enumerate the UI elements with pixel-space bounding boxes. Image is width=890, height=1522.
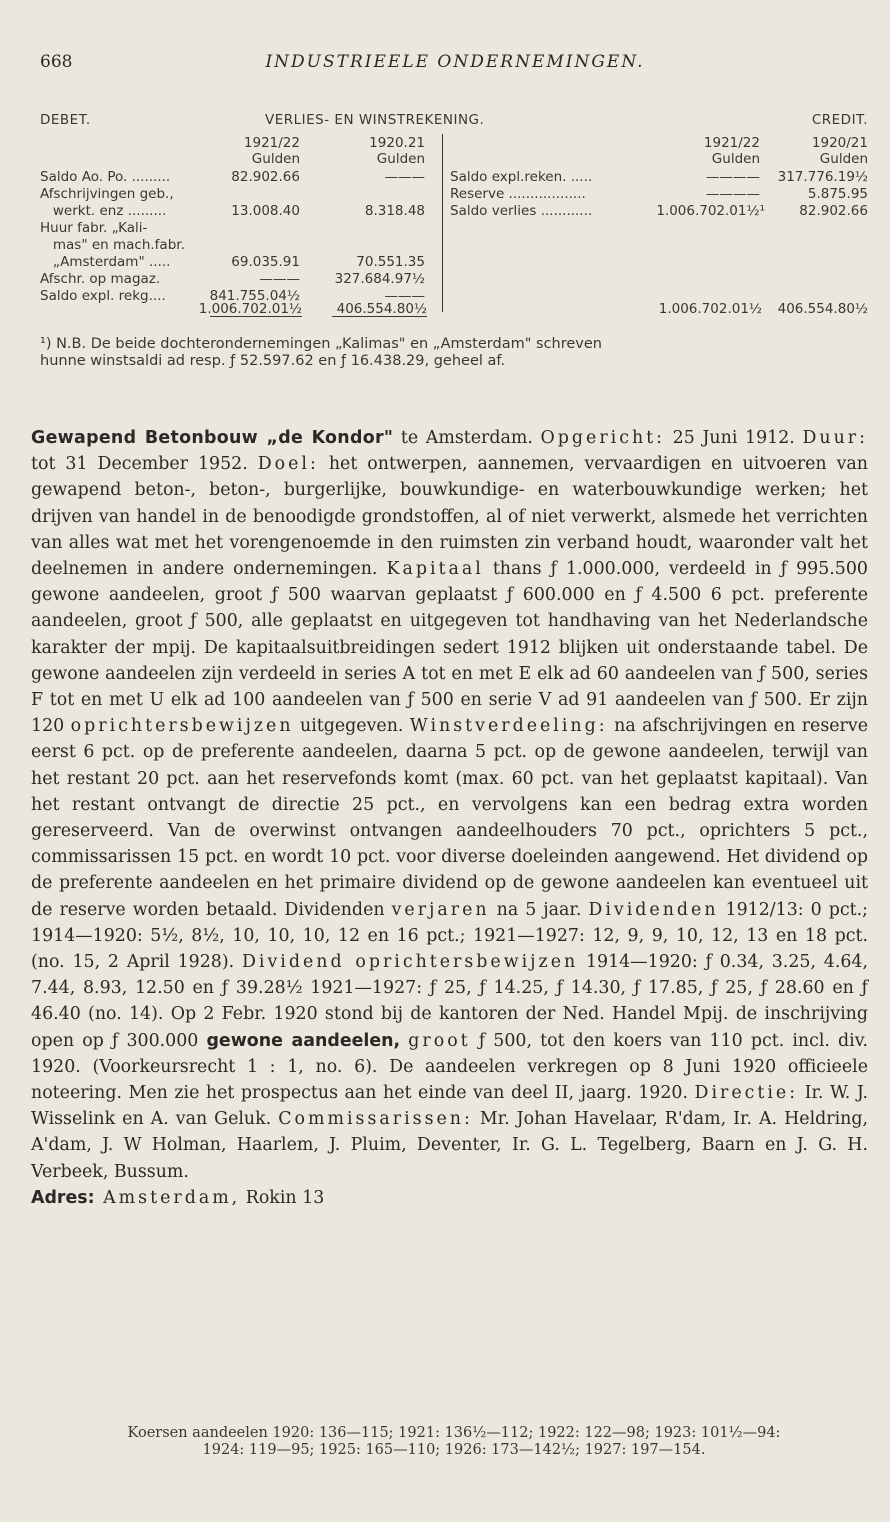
commissarissen-value: Mr. Johan Havelaar, R'dam, Ir. A. Heldring, A'dam, J. W Holman, Haarlem, J. Pluim, Deventer, Ir. G. L. Tegelberg, Baarn en J. G. H. Verbeek, Bussum. xyxy=(31,1109,868,1182)
debit-row-v2 xyxy=(330,185,425,203)
kapitaal-value: thans ƒ 1.000.000, verdeeld in ƒ 995.500 gewone aandeelen, groot ƒ 500 waarvan geplaatst ƒ 600.000 en ƒ 4.500 6 pct. preferente aandeelen, groot ƒ 500, alle geplaatst en uitgegeven tot handhaving van het Nederlandsche karakter der mpij. De kapitaalsuitbreidingen sedert 1912 blijken uit onderstaande tabel. De gewone aandeelen zijn verdeeld in series A tot en met E elk ad 60 aandeelen van ƒ 500, series F tot en met U elk ad 100 aandeelen van ƒ 500 en serie V ad 91 aandeelen van ƒ 500. Er zijn 120 xyxy=(31,559,868,737)
profit-loss-account xyxy=(40,112,868,317)
running-title: INDUSTRIEELE ONDERNEMINGEN. xyxy=(265,52,645,72)
credit-col1-year: 1921/22 xyxy=(703,135,760,151)
debit-label: DEBET. xyxy=(40,112,91,128)
opgericht-label: Opgericht: xyxy=(540,428,666,448)
debit-row-v2: 8.318.48 xyxy=(364,203,425,219)
debit-col2-year: 1920.21 xyxy=(369,135,425,151)
debit-col1-year: 1921/22 xyxy=(243,135,300,151)
adres-city: Amsterdam, xyxy=(94,1187,241,1208)
debit-row-v2 xyxy=(330,236,425,254)
footnote-line: ¹) N.B. De beide dochterondernemingen „Kalimas" en „Amsterdam" schreven xyxy=(40,336,602,352)
gewone-aandeelen-label: gewone aandeelen, xyxy=(206,1030,401,1051)
credit-row-label: Saldo verlies ............ xyxy=(450,203,593,219)
dividend-oprichters-label: Dividend oprichtersbewijzen xyxy=(241,952,579,973)
credit-col2-year: 1920/21 xyxy=(811,135,868,151)
groot-label: groot xyxy=(408,1030,471,1051)
directie-label: Directie: xyxy=(694,1083,799,1104)
credit-total-v1: 1.006.702.01½ xyxy=(658,301,762,317)
debit-row-v1 xyxy=(200,219,300,237)
debit-row-v2: ——— xyxy=(384,169,425,185)
debit-row-v2: 70.551.35 xyxy=(356,254,425,270)
account-header xyxy=(40,112,868,134)
credit-total-v2: 406.554.80½ xyxy=(777,301,868,317)
page-number: 668 xyxy=(40,52,73,72)
debit-row-v1: 69.035.91 xyxy=(231,254,300,270)
doel-value: het ontwerpen, aannemen, vervaardigen en uitvoeren van gewapend beton-, beton-, burgerlijke, bouwkundige- en waterbouwkundige werken; het drijven van handel in de benoodigde grondstoffen, al of niet verwerkt, alsmede het verrichten van alles wat met het vorengenoemde in den ruimsten zin verband houdt, waaronder valt het deelnemen in andere ondernemingen. xyxy=(31,454,868,580)
company-entry xyxy=(31,425,868,1211)
credit-row-v1: ———— xyxy=(706,169,760,185)
debit-total-v1: 1.006.702.01½ xyxy=(198,301,302,317)
debit-row-label: Afschrijvingen geb., xyxy=(40,186,174,202)
debit-row-label: mas" en mach.fabr. xyxy=(40,237,185,253)
account-body xyxy=(40,134,868,314)
groot-value: ƒ 500, tot den koers van 110 pct. incl. div. 1920. (Voorkeursrecht 1 : 1, no. 6). De aandeelen verkregen op 8 Juni 1920 officieele noteering. Men zie het prospectus aan het einde van deel II, jaarg. 1920. xyxy=(31,1030,868,1104)
dividend-oprichters-value: 1914—1920: ƒ 0.34, 3.25, 4.64, 7.44, 8.93, 12.50 en ƒ 39.28½ 1921—1927: ƒ 25, ƒ 14.25, ƒ 14.30, ƒ 17.85, ƒ 25, ƒ 28.60 en ƒ 46.40 (no. 14). Op 2 Febr. 1920 stond bij de kantoren der Ned. Handel Mpij. de inschrijving open op ƒ 300.000 xyxy=(31,952,869,1051)
entry-paragraph xyxy=(31,425,868,1185)
debit-total-v2: 406.554.80½ xyxy=(336,301,427,317)
debit-row-v1: ——— xyxy=(259,271,300,287)
account-title: VERLIES- EN WINSTREKENING. xyxy=(265,112,485,128)
debit-row-label: „Amsterdam" ..... xyxy=(40,254,171,270)
debit-row-v2: ——— xyxy=(384,288,425,304)
debit-col2-unit: Gulden xyxy=(376,151,425,167)
entry-text: te Amsterdam. xyxy=(393,428,541,448)
debit-row-v1 xyxy=(200,236,300,254)
verjaren-value: na 5 jaar. xyxy=(489,899,589,920)
kapitaal-label: Kapitaal xyxy=(386,559,484,580)
opgericht-value: 25 Juni 1912. xyxy=(665,428,803,448)
debit-row-v1: 13.008.40 xyxy=(231,203,300,219)
debit-row-v1 xyxy=(200,185,300,203)
winstverdeeling-label: Winstverdeeling: xyxy=(409,716,608,737)
adres-street: Rokin 13 xyxy=(240,1187,325,1208)
footnote xyxy=(40,336,868,370)
dividenden-label: Dividenden xyxy=(588,899,719,920)
debit-row-label: Saldo Ao. Po. ......... xyxy=(40,169,171,185)
debit-row-v1: 841.755.04½ xyxy=(209,288,300,304)
credit-col2-unit: Gulden xyxy=(819,151,868,167)
debit-row-label: werkt. enz ......... xyxy=(40,203,167,219)
dividenden-value: 1912/13: 0 pct.; 1914—1920: 5½, 8½, 10, 10, 10, 12 en 16 pct.; 1921—1927: 12, 9, 9, 10, 12, 13 en 18 pct. (no. 15, 2 April 1928). xyxy=(31,899,868,973)
credit-row-v2: 5.875.95 xyxy=(807,186,868,202)
column-divider xyxy=(442,134,443,312)
share-quotations xyxy=(40,1425,868,1459)
credit-row-label: Reserve .................. xyxy=(450,186,586,202)
directie-value: Ir. W. J. Wisselink en A. van Geluk. xyxy=(31,1083,868,1130)
verjaren-label: verjaren xyxy=(391,899,490,920)
company-name: Gewapend Betonbouw „de Kondor" xyxy=(31,428,394,448)
credit-row-v2: 317.776.19½ xyxy=(777,169,868,185)
doel-label: Doel: xyxy=(257,454,319,475)
credit-col1-unit: Gulden xyxy=(711,151,760,167)
winstverdeeling-value: na afschrijvingen en reserve eerst 6 pct. op de preferente aandeelen, daarna 5 pct. op de gewone aandeelen, terwijl van het restant 20 pct. aan het reservefonds komt (max. 60 pct. van het geplaatst kapitaal). Van het restant ontvangt de directie 25 pct., en vervolgens kan een bedrag extra worden gereserveerd. Van de overwinst ontvangen aandeelhouders 70 pct., oprichters 5 pct., commissarissen 15 pct. en wordt 10 pct. voor diverse doeleinden aangewend. Het dividend op de preferente aandeelen en het primaire dividend op de gewone aandeelen kan eventueel uit de reserve worden betaald. Dividenden xyxy=(31,716,868,920)
credit-label: CREDIT. xyxy=(811,112,868,128)
adres-label: Adres: xyxy=(31,1187,95,1208)
entry-text: uitgegeven. xyxy=(293,716,410,737)
duur-label: Duur: xyxy=(802,428,868,448)
credit-row-label: Saldo expl.reken. ..... xyxy=(450,169,593,185)
debit-row-label: Saldo expl. rekg.... xyxy=(40,288,166,304)
credit-row-v2: 82.902.66 xyxy=(799,203,868,219)
quotations-line: Koersen aandeelen 1920: 136—115; 1921: 136½—112; 1922: 122—98; 1923: 101½—94: xyxy=(127,1425,781,1441)
address-line xyxy=(31,1185,868,1211)
footnote-line: hunne winstsaldi ad resp. ƒ 52.597.62 en ƒ 16.438.29, geheel af. xyxy=(40,353,506,369)
running-head xyxy=(40,50,870,80)
oprichtersbewijzen-label: oprichtersbewijzen xyxy=(70,716,294,737)
debit-row-label: Afschr. op magaz. xyxy=(40,271,161,287)
commissarissen-label: Commissarissen: xyxy=(278,1109,473,1130)
debit-row-label: Huur fabr. „Kali- xyxy=(40,220,148,236)
debit-row-v2: 327.684.97½ xyxy=(334,271,425,287)
debit-col1-unit: Gulden xyxy=(251,151,300,167)
credit-row-v1: 1.006.702.01½¹ xyxy=(656,203,765,219)
credit-row-v1: ———— xyxy=(706,186,760,202)
debit-row-v1: 82.902.66 xyxy=(231,169,300,185)
quotations-line: 1924: 119—95; 1925: 165—110; 1926: 173—142½; 1927: 197—154. xyxy=(202,1442,706,1458)
debit-row-v2 xyxy=(330,219,425,237)
duur-value: tot 31 December 1952. xyxy=(31,454,258,475)
